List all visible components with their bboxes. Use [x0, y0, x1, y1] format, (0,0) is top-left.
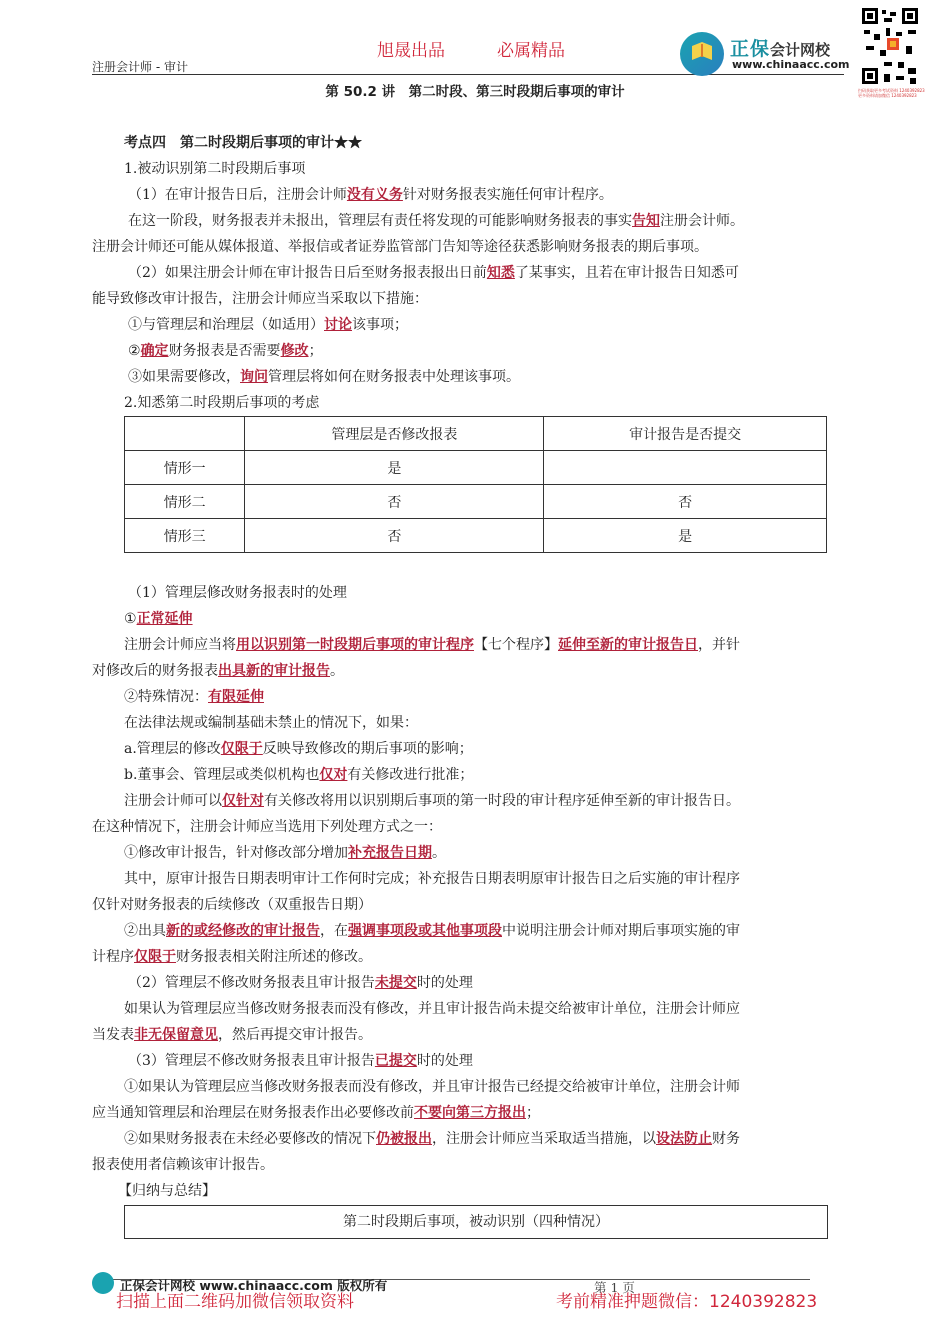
- paragraph: 报表使用者信赖该审计报告。: [92, 1157, 274, 1173]
- measure-item: ①与管理层和治理层（如适用）讨论该事项；: [128, 317, 408, 333]
- book-icon: [690, 42, 714, 64]
- slogan-right: 必属精品: [497, 41, 565, 61]
- paragraph: 注册会计师应当将用以识别第一时段期后事项的审计程序【七个程序】延伸至新的审计报告日，并针: [124, 637, 740, 653]
- paragraph: ②出具新的或经修改的审计报告，在强调事项段或其他事项段中说明注册会计师对期后事项实施的审: [124, 923, 740, 939]
- paragraph: 当发表非无保留意见，然后再提交审计报告。: [92, 1027, 372, 1043]
- table-row: [125, 485, 827, 519]
- paragraph: 如果认为管理层应当修改财务报表而没有修改，并且审计报告尚未提交给被审计单位，注册会计师应: [124, 1001, 740, 1017]
- paragraph: 注册会计师可以仅针对有关修改将用以识别期后事项的第一时段的审计程序延伸至新的审计报告日。: [124, 793, 740, 809]
- paragraph: 计程序仅限于财务报表相关附注所述的修改。: [92, 949, 372, 965]
- paragraph: （3）管理层不修改财务报表且审计报告已提交时的处理: [128, 1053, 473, 1069]
- table-header-cell: [125, 417, 245, 451]
- paragraph: a.管理层的修改仅限于反映导致修改的期后事项的影响；: [124, 741, 473, 757]
- paragraph: 在这种情况下，注册会计师应当选用下列处理方式之一：: [92, 819, 442, 835]
- paragraph: ②如果财务报表在未经必要修改的情况下仍被报出，注册会计师应当采取适当措施，以设法防止财务: [124, 1131, 740, 1147]
- situations-table: [124, 416, 827, 553]
- paragraph: 应当通知管理层和治理层在财务报表作出必要修改前不要向第三方报出；: [92, 1105, 540, 1121]
- qr-code-icon[interactable]: [860, 6, 920, 86]
- table-header-cell: 审计报告是否提交: [544, 417, 827, 451]
- summary-box: 第二时段期后事项，被动识别（四种情况）: [124, 1205, 828, 1239]
- promo-left: 扫描上面二维码加微信领取资料: [116, 1292, 354, 1312]
- table-row: [125, 451, 827, 485]
- lecture-title: 第 50.2 讲 第二时段、第三时段期后事项的审计: [325, 84, 625, 100]
- measure-item: ③如果需要修改，询问管理层将如何在财务报表中处理该事项。: [128, 369, 520, 385]
- table-cell: 情形二: [125, 485, 245, 519]
- table-cell: 是: [245, 451, 544, 485]
- table-row: [125, 519, 827, 553]
- summary-label: 【归纳与总结】: [118, 1183, 216, 1199]
- table-cell: [544, 451, 827, 485]
- table-cell: 否: [245, 485, 544, 519]
- paragraph: 对修改后的财务报表出具新的审计报告。: [92, 663, 344, 679]
- paragraph: （1）在审计报告日后，注册会计师没有义务针对财务报表实施任何审计程序。: [128, 187, 613, 203]
- subsection-1: 1.被动识别第二时段期后事项: [124, 161, 306, 177]
- table-header-cell: 管理层是否修改报表: [245, 417, 544, 451]
- paragraph: ①如果认为管理层应当修改财务报表而没有修改，并且审计报告已经提交给被审计单位，注册会计师: [124, 1079, 740, 1095]
- paragraph: b.董事会、管理层或类似机构也仅对有关修改进行批准；: [124, 767, 474, 783]
- paragraph: 仅针对财务报表的后续修改（双重报告日期）: [92, 897, 372, 913]
- table-cell: 否: [544, 485, 827, 519]
- table-cell: 情形三: [125, 519, 245, 553]
- measure-item: ②确定财务报表是否需要修改；: [128, 343, 323, 359]
- paragraph: ②特殊情况：有限延伸: [124, 689, 264, 705]
- table-cell: 情形一: [125, 451, 245, 485]
- table-header-row: [125, 417, 827, 451]
- paragraph: 在这一阶段，财务报表并未报出，管理层有责任将发现的可能影响财务报表的事实告知注册会计师。: [128, 213, 744, 229]
- page-number: 第 1 页: [594, 1280, 635, 1295]
- paragraph: （2）管理层不修改财务报表且审计报告未提交时的处理: [128, 975, 473, 991]
- paragraph: 注册会计师还可能从媒体报道、举报信或者证券监管部门告知等途径获悉影响财务报表的期后事项。: [92, 239, 708, 255]
- qr-caption: 扫码获取更多考试资料 1240392823 更多资料请加微信 1240392823: [858, 88, 925, 98]
- paragraph: 在法律法规或编制基础未禁止的情况下，如果：: [124, 715, 418, 731]
- paragraph: 其中，原审计报告日期表明审计工作何时完成；补充报告日期表明原审计报告日之后实施的审计程序: [124, 871, 740, 887]
- header-divider: [92, 74, 844, 75]
- footer-logo-icon: [92, 1272, 114, 1294]
- promo-right: 考前精准押题微信：1240392823: [556, 1292, 818, 1312]
- paragraph: （1）管理层修改财务报表时的处理: [128, 585, 347, 601]
- table-cell: 是: [544, 519, 827, 553]
- paragraph: （2）如果注册会计师在审计报告日后至财务报表报出日前知悉了某事实，且若在审计报告日知悉可: [128, 265, 739, 281]
- brand-url: www.chinaacc.com: [732, 58, 850, 71]
- table-cell: 否: [245, 519, 544, 553]
- footer-copyright: 正保会计网校 www.chinaacc.com 版权所有: [120, 1278, 388, 1293]
- paragraph: ①正常延伸: [124, 611, 193, 627]
- brand-name: 正保会计网校: [730, 38, 831, 60]
- paragraph: ①修改审计报告，针对修改部分增加补充报告日期。: [124, 845, 446, 861]
- section-heading: 考点四 第二时段期后事项的审计★★: [124, 135, 362, 151]
- paragraph: 能导致修改审计报告，注册会计师应当采取以下措施：: [92, 291, 428, 307]
- course-name: 注册会计师 - 审计: [92, 60, 188, 74]
- slogan-left: 旭晟出品: [377, 41, 445, 61]
- subsection-2: 2.知悉第二时段期后事项的考虑: [124, 395, 320, 411]
